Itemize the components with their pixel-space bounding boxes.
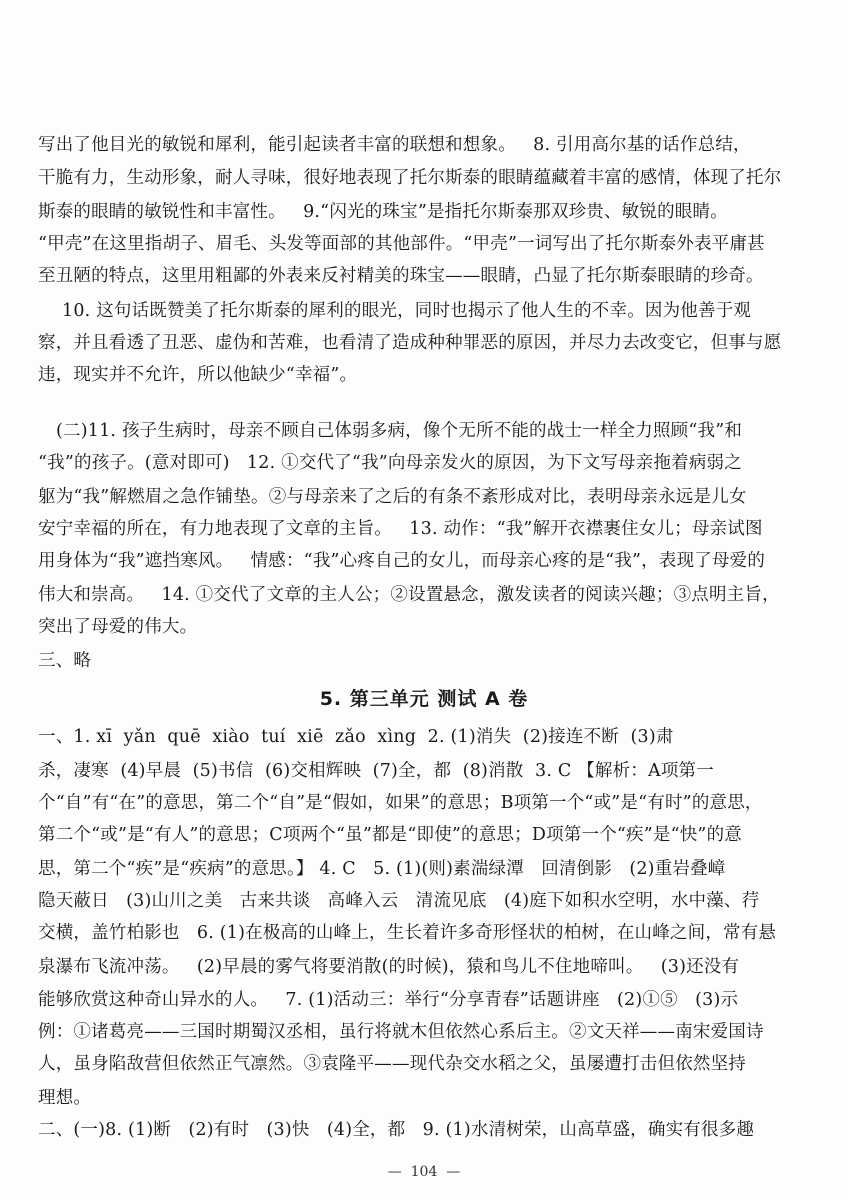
- text-line-8: 违，现实并不允许，所以他缺少“幸福”。: [38, 365, 358, 385]
- text-line-22: 隐天蔽日 (3)山川之美 古来共谈 高峰入云 清流见底 (4)庭下如积水空明，水中藻、荇: [38, 891, 760, 911]
- text-line-21: 思，第二个“疾”是“疾病”的意思。】 4. C 5. (1)(则)素湍绿潭 回清倒影 (2)重岩叠嶂: [38, 859, 726, 879]
- text-line-10: “我”的孩子。(意对即可) 12. ①交代了“我”向母亲发火的原因，为下文写母亲拖着病弱之: [38, 453, 742, 473]
- text-line-13: 用身体为“我”遮挡寒风。 情感：“我”心疼自己的女儿，而母亲心疼的是“我”，表现了母爱的: [38, 551, 766, 571]
- text-line-24: 泉瀑布飞流冲荡。 (2)早晨的雾气将要消散(的时候)，猿和鸟儿不住地啼叫。 (3)还没有: [38, 957, 740, 977]
- text-line-26: 例：①诸葛亮——三国时期蜀汉丞相，虽行将就木但依然心系后主。②文天祥——南宋爱国诗: [38, 1022, 764, 1042]
- text-line-19: 个“自”有“在”的意思，第二个“自”是“假如，如果”的意思；B项第一个“或”是“有时”的意思，: [38, 793, 763, 813]
- text-line-9: (二)11. 孩子生病时，母亲不顾自己体弱多病，像个无所不能的战士一样全力照顾“我”和: [56, 421, 743, 441]
- text-line-11: 躯为“我”解燃眉之急作铺垫。②与母亲来了之后的有条不紊形成对比，表明母亲永远是儿女: [38, 487, 747, 507]
- text-line-15: 突出了母爱的伟大。: [38, 617, 198, 637]
- text-line-12: 安宁幸福的所在，有力地表现了文章的主旨。 13. 动作：“我”解开衣襟裹住女儿；母亲试图: [38, 519, 763, 539]
- text-line-27: 人，虽身陷敌营但依然正气凛然。③袁隆平——现代杂交水稻之父，虽屡遭打击但依然坚持: [38, 1054, 746, 1074]
- text-line-14: 伟大和崇高。 14. ①交代了文章的主人公；②设置悬念，激发读者的阅读兴趣；③点明主旨，: [38, 585, 780, 605]
- text-line-4: “甲壳”在这里指胡子、眉毛、头发等面部的其他部件。“甲壳”一词写出了托尔斯泰外表平庸甚: [38, 234, 765, 254]
- text-line-25: 能够欣赏这种奇山异水的人。 7. (1)活动三：举行“分享青春”话题讲座 (2)①⑤ (3)示: [38, 990, 739, 1010]
- text-line-29: 二、(一)8. (1)断 (2)有时 (3)快 (4)全，都 9. (1)水清树荣，山高草盛，确实有很多趣: [38, 1120, 755, 1140]
- text-line-2: 干脆有力，生动形象，耐人寻味，很好地表现了托尔斯泰的眼睛蕴藏着丰富的感情，体现了托尔: [38, 168, 782, 188]
- text-line-5: 至丑陋的特点，这里用粗鄙的外表来反衬精美的珠宝——眼睛，凸显了托尔斯泰眼睛的珍奇。: [38, 266, 764, 286]
- text-line-20: 第二个“或”是“有人”的意思；C项两个“虽”都是“即使”的意思；D项第一个“疾”是“快”的意: [38, 825, 742, 845]
- text-line-18: 杀，凄寒 (4)早晨 (5)书信 (6)交相辉映 (7)全，都 (8)消散 3. C 【解析：A项第一: [38, 761, 714, 781]
- text-line-6: 10. 这句话既赞美了托尔斯泰的犀利的眼光，同时也揭示了他人生的不幸。因为他善于观: [62, 301, 752, 321]
- text-line-7: 察，并且看透了丑恶、虚伪和苦难，也看清了造成种种罪恶的原因，并尽力去改变它，但事与愿: [38, 333, 782, 353]
- page-number: — 104 —: [387, 1164, 461, 1180]
- text-line-17: 一、1. xī yǎn quē xiào tuí xiē zǎo xìng 2. (1)消失 (2)接连不断 (3)肃: [38, 727, 674, 747]
- section-heading: 5. 第三单元 测试 A 卷: [319, 688, 529, 710]
- text-line-3: 斯泰的眼睛的敏锐性和丰富性。 9.“闪光的珠宝”是指托尔斯泰那双珍贵、敏锐的眼睛。: [38, 202, 728, 222]
- text-line-28: 理想。: [38, 1088, 92, 1108]
- text-line-1: 写出了他目光的敏锐和犀利，能引起读者丰富的联想和想象。 8. 引用高尔基的话作总结，: [38, 135, 751, 155]
- text-line-16: 三、略: [38, 651, 92, 671]
- text-line-23: 交横，盖竹柏影也 6. (1)在极高的山峰上，生长着许多奇形怪状的柏树，在山峰之间，常有悬: [38, 923, 777, 943]
